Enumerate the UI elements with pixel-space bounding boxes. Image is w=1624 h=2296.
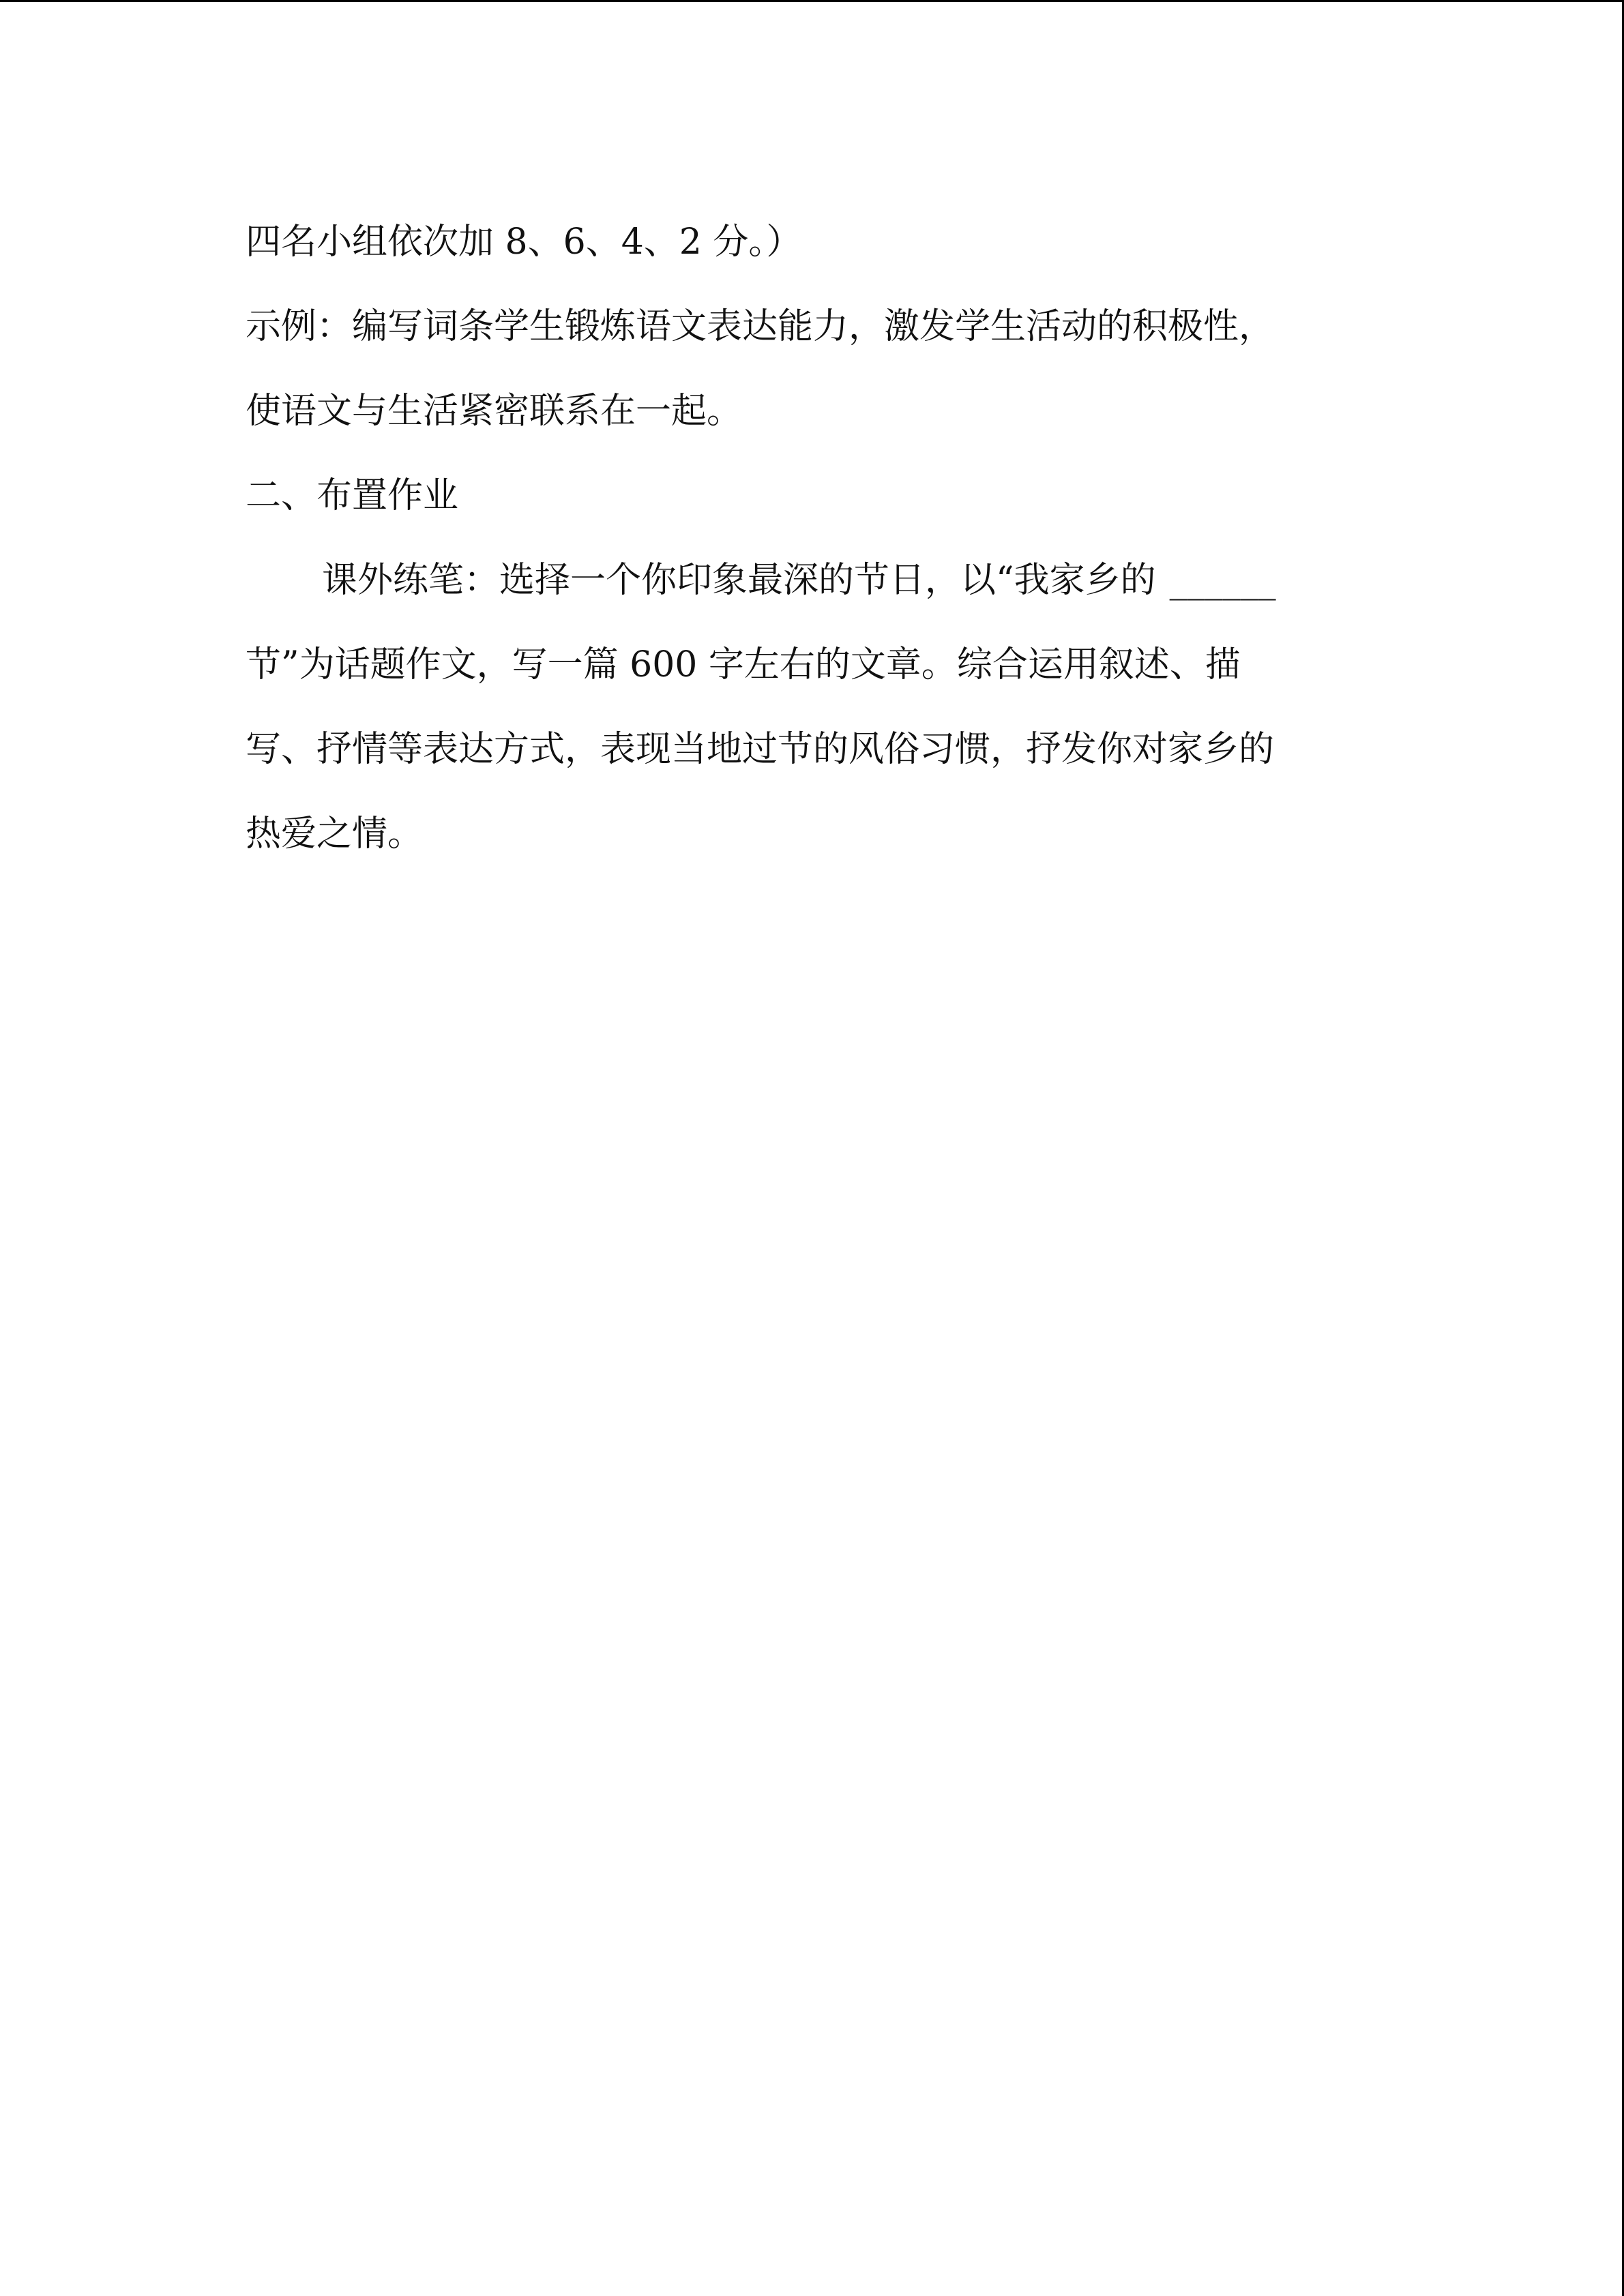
section-heading-homework: 二、布置作业 xyxy=(246,475,459,516)
homework-paragraph-line-1 xyxy=(246,538,1391,623)
text-line-scoring-note: 四名小组依次加 8、6、4、2 分。） xyxy=(246,222,802,263)
text-line-example-continued: 使语文与生活紧密联系在一起。 xyxy=(246,391,743,432)
homework-paragraph-line-2: 节”为话题作文，写一篇 600 字左右的文章。综合运用叙述、描 xyxy=(246,644,1241,685)
homework-paragraph-line-4: 热爱之情。 xyxy=(246,814,424,854)
document-body xyxy=(246,200,1391,876)
homework-prompt-text: 课外练笔：选择一个你印象最深的节日，以“我家乡的 xyxy=(322,560,1156,601)
homework-paragraph-line-3: 写、抒情等表达方式，表现当地过节的风俗习惯，抒发你对家乡的 xyxy=(246,729,1275,770)
text-line-example: 示例：编写词条学生锻炼语文表达能力，激发学生活动的积极性， xyxy=(246,306,1275,347)
fill-in-blank: ______ xyxy=(1169,560,1276,601)
